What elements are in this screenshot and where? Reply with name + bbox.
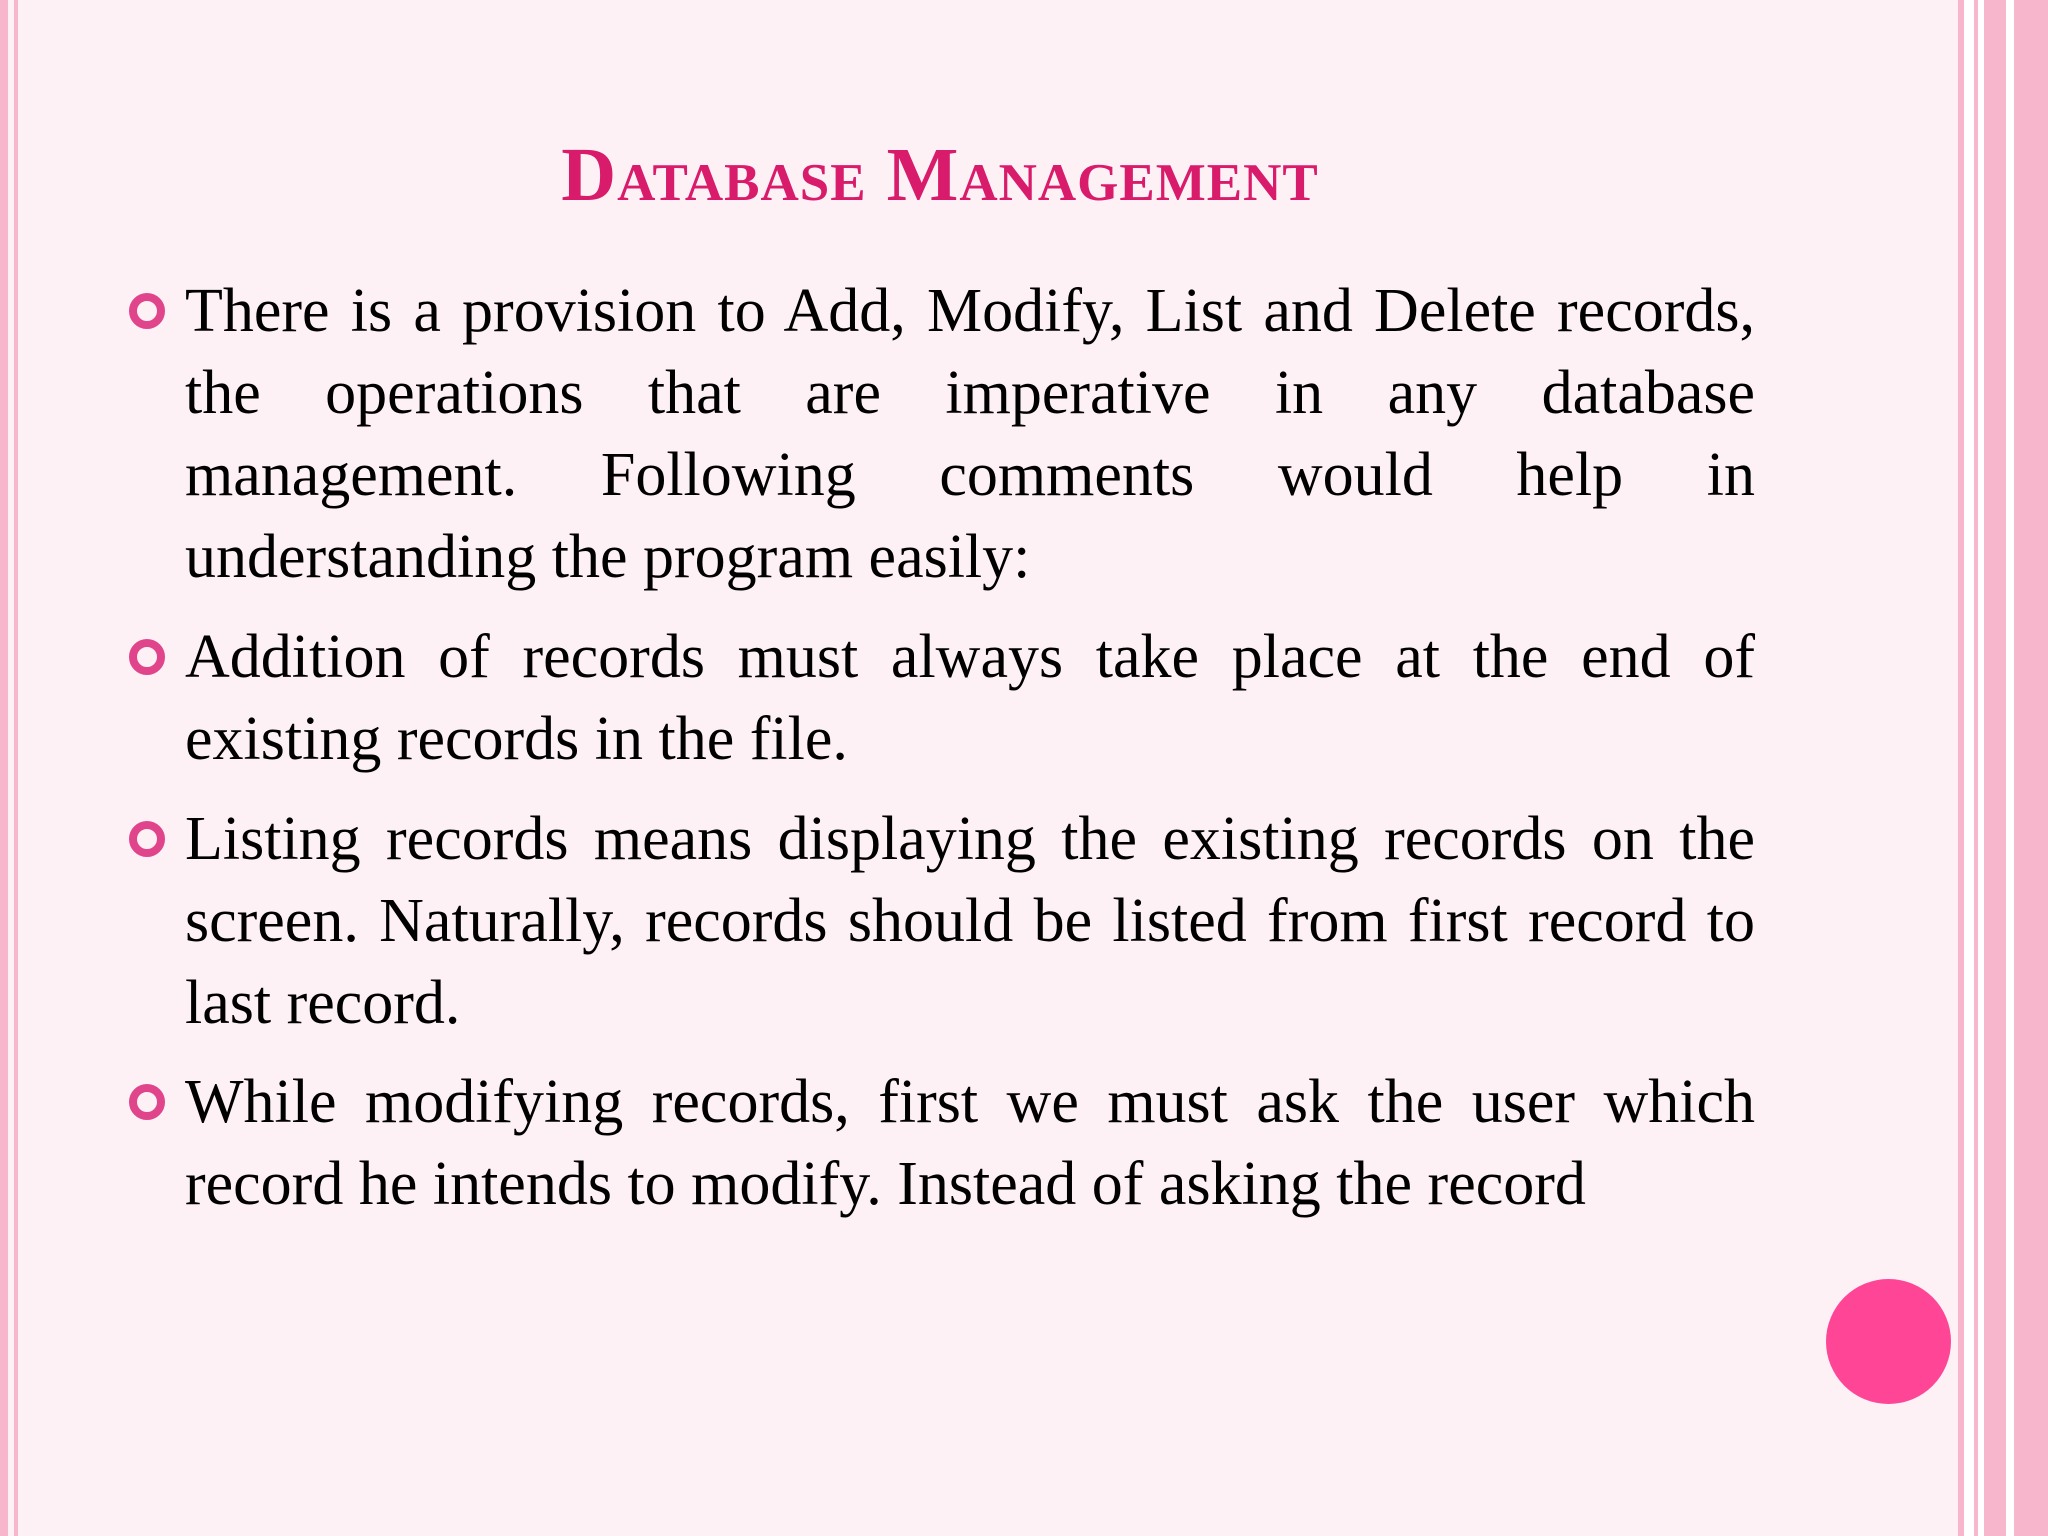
bullet-ring-icon bbox=[129, 293, 165, 329]
slide-title: Database Management bbox=[561, 133, 1319, 217]
bullet-ring-icon bbox=[129, 821, 165, 857]
bullet-item bbox=[185, 798, 1755, 1044]
bullet-text: While modifying records, first we must ask the user which record he intends to modify. Instead of asking the record bbox=[185, 1068, 1755, 1218]
bullet-text: Addition of records must always take place at the end of existing records in the file. bbox=[185, 623, 1755, 773]
bullet-text: Listing records means displaying the existing records on the screen. Naturally, records should be listed from first record to last record. bbox=[185, 805, 1755, 1037]
bullet-item bbox=[185, 616, 1755, 780]
bullet-text: There is a provision to Add, Modify, List and Delete records, the operations that are imperative in any database management. Following comments would help in understanding the program easily: bbox=[185, 277, 1755, 591]
bullet-ring-icon bbox=[129, 1084, 165, 1120]
bullet-item bbox=[185, 1061, 1755, 1225]
bullet-item bbox=[185, 270, 1755, 598]
bullet-ring-icon bbox=[129, 639, 165, 675]
